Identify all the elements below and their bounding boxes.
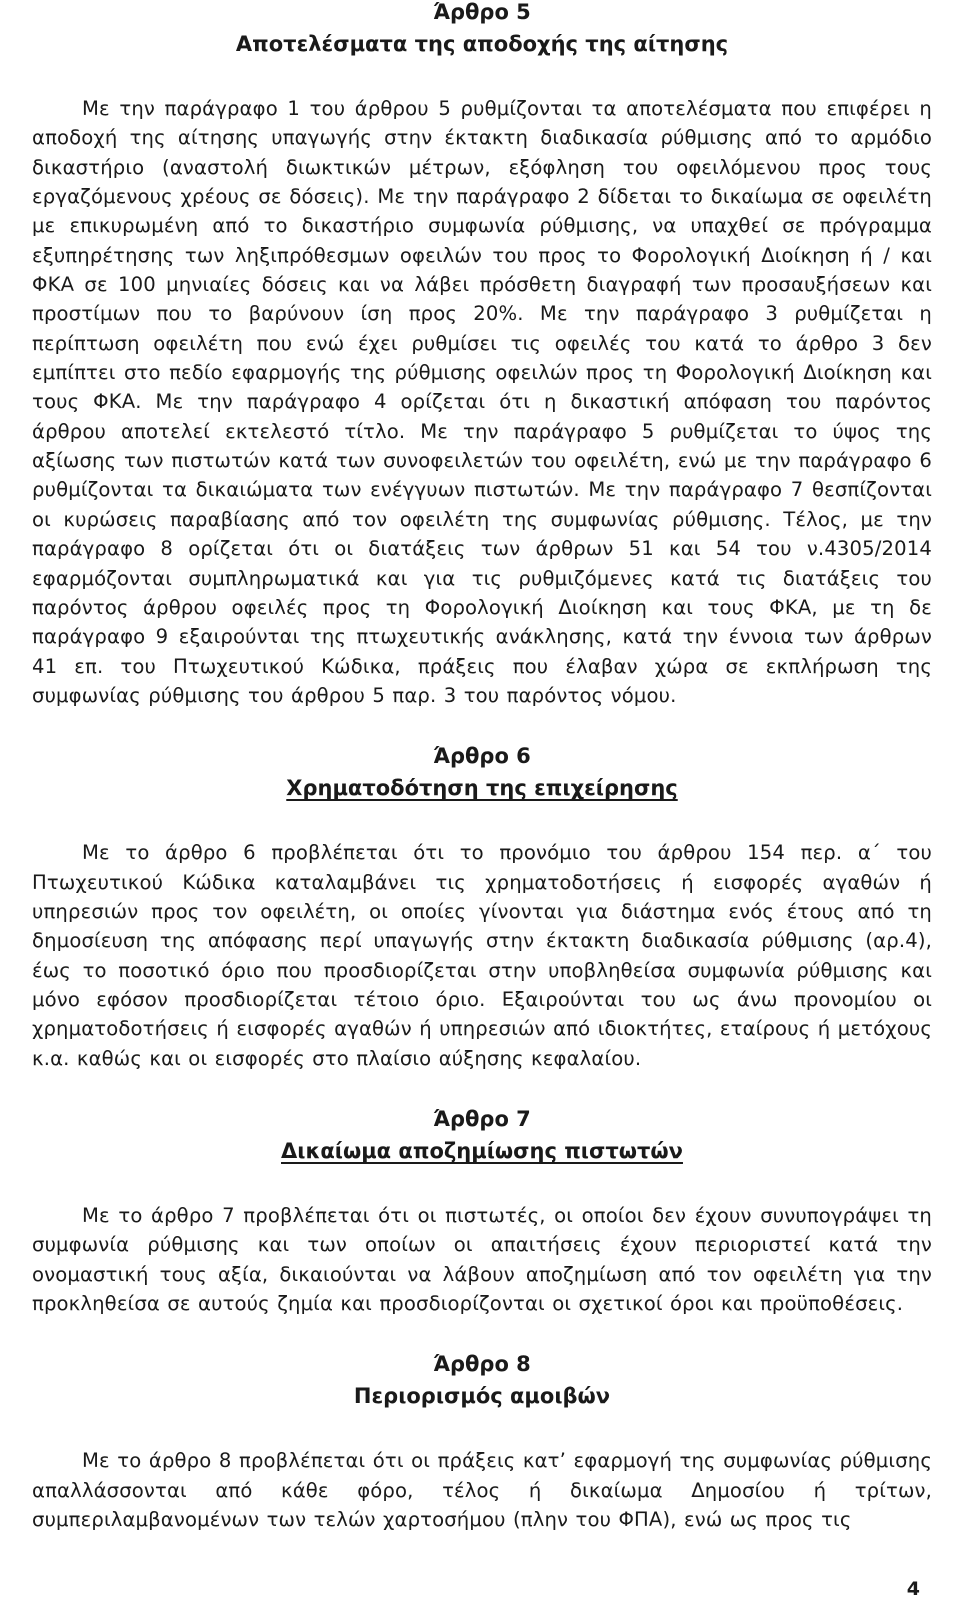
- article-5-title: Αποτελέσματα της αποδοχής της αίτησης: [235, 32, 729, 56]
- article-6-number: Άρθρο 6: [433, 744, 531, 769]
- article-8-title: Περιορισμός αμοιβών: [353, 1384, 611, 1409]
- article-6-title: Χρηματοδότηση της επιχείρησης: [286, 776, 678, 801]
- article-6-heading: [32, 740, 932, 804]
- article-5-body: Με την παράγραφο 1 του άρθρου 5 ρυθμίζονται τα αποτελέσματα που επιφέρει η αποδοχή της αίτησης υπαγωγής στην έκτακτη διαδικασία ρύθμισης από το αρμόδιο δικαστήριο (αναστολή διωκτικών μέτρων, εξόφληση του οφειλόμενου προς τους εργαζόμενους χρέους σε δόσεις). Με την παράγραφο 2 δίδεται το δικαίωμα σε οφειλέτη με επικυρωμένη από το δικαστήριο συμφωνία ρύθμισης, να υπαχθεί σε πρόγραμμα εξυπηρέτησης των ληξιπρόθεσμων οφειλών του προς το Φορολογική Διοίκηση ή / και ΦΚΑ σε 100 μηνιαίες δόσεις και να λάβει πρόσθετη διαγραφή των προσαυξήσεων και προστίμων που το βαρύνουν ίση προς 20%. Με την παράγραφο 3 ρυθμίζεται η περίπτωση οφειλέτη που ενώ έχει ρυθμίσει τις οφειλές του κατά το άρθρο 3 δεν εμπίπτει στο πεδίο εφαρμογής της ρύθμισης οφειλών προς τη Φορολογική Διοίκηση και τους ΦΚΑ. Με την παράγραφο 4 ορίζεται ότι η δικαστική απόφαση του παρόντος άρθρου αποτελεί εκτελεστό τίτλο. Με την παράγραφο 5 ρυθμίζεται το ύψος της αξίωσης των πιστωτών κατά των συνοφειλετών του οφειλέτη, ενώ με την παράγραφο 6 ρυθμίζονται τα δικαιώματα των ενέγγυων πιστωτών. Με την παράγραφο 7 θεσπίζονται οι κυρώσεις παραβίασης από τον οφειλέτη της συμφωνίας ρύθμισης. Τέλος, με την παράγραφο 8 ορίζεται ότι οι διατάξεις των άρθρων 51 και 54 του ν.4305/2014 εφαρμόζονται συμπληρωματικά και για τις ρυθμιζόμενες κατά τις διατάξεις του παρόντος άρθρου οφειλές προς τη Φορολογική Διοίκηση και τους ΦΚΑ, με τη δε παράγραφο 9 εξαιρούνται της πτωχευτικής ανάκλησης, κατά την έννοια των άρθρων 41 επ. του Πτωχευτικού Κώδικα, πράξεις που έλαβαν χώρα σε εκπλήρωση της συμφωνίας ρύθμισης του άρθρου 5 παρ. 3 του παρόντος νόμου.: [32, 97, 932, 707]
- article-7-body: Με το άρθρο 7 προβλέπεται ότι οι πιστωτές, οι οποίοι δεν έχουν συνυπογράψει τη συμφωνία ρύθμισης και των οποίων οι απαιτήσεις έχουν περιοριστεί κατά την ονομαστική τους αξία, δικαιούνται να λάβουν αποζημίωση από τον οφειλέτη για την προκληθείσα σε αυτούς ζημία και προσδιορίζονται οι σχετικοί όροι και προϋποθέσεις.: [32, 1203, 932, 1315]
- article-7-heading: [32, 1103, 932, 1167]
- article-7-number: Άρθρο 7: [433, 1106, 531, 1131]
- article-5-number: Άρθρο 5: [433, 0, 531, 24]
- article-5-heading: [32, 0, 932, 60]
- article-8-heading: [32, 1348, 932, 1412]
- article-8-body: Με το άρθρο 8 προβλέπεται ότι οι πράξεις κατ’ εφαρμογή της συμφωνίας ρύθμισης απαλλάσσονται από κάθε φόρο, τέλος ή δικαίωμα Δημοσίου ή τρίτων, συμπεριλαμβανομένων των τελών χαρτοσήμου (πλην του ΦΠΑ), ενώ ως προς τις: [32, 1449, 932, 1532]
- article-7-title: Δικαίωμα αποζημίωσης πιστωτών: [281, 1138, 683, 1163]
- article-6-body: Με το άρθρο 6 προβλέπεται ότι το προνόμιο του άρθρου 154 περ. α΄ του Πτωχευτικού Κώδικα καταλαμβάνει τις χρηματοδοτήσεις ή εισφορές αγαθών ή υπηρεσιών προς τον οφειλέτη, οι οποίες γίνονται για διάστημα ενός έτους από τη δημοσίευση της απόφασης περί υπαγωγής στην έκτακτη διαδικασία ρύθμισης (αρ.4), έως το ποσοτικό όριο που προσδιορίζεται στην υποβληθείσα συμφωνία ρύθμισης και μόνο εφόσον προσδιορίζεται τέτοιο όριο. Εξαιρούνται του ως άνω προνομίου οι χρηματοδοτήσεις ή εισφορές αγαθών ή υπηρεσιών από ιδιοκτήτες, εταίρους ή μετόχους κ.α. καθώς και οι εισφορές στο πλαίσιο αύξησης κεφαλαίου.: [32, 841, 932, 1070]
- page-number: 4: [906, 1578, 920, 1600]
- article-8-number: Άρθρο 8: [433, 1352, 531, 1377]
